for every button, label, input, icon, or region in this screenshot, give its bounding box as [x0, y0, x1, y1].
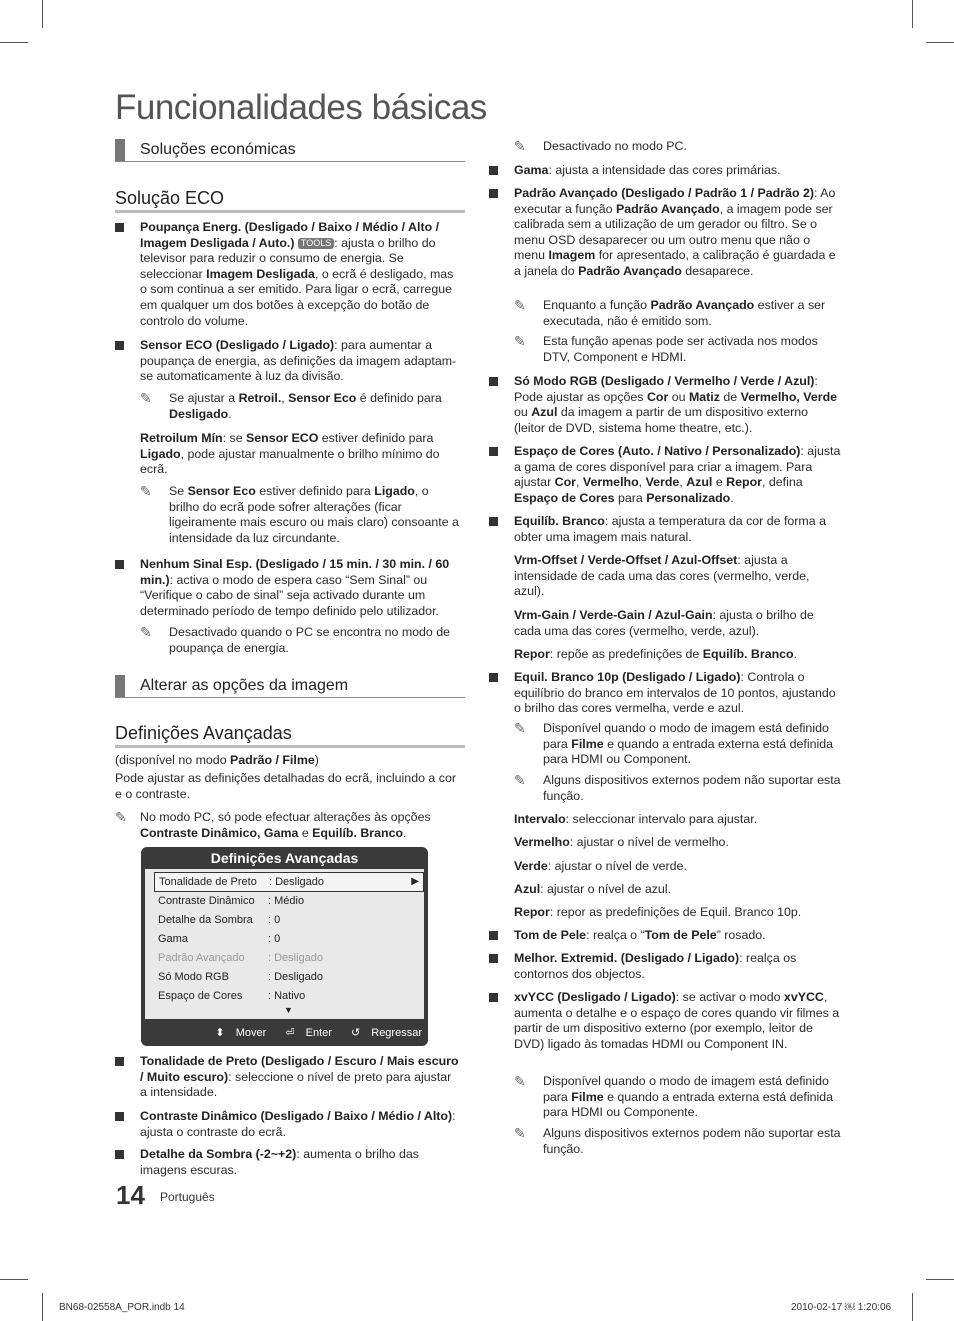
- list-item-melhor: Melhor. Extremid. (Desligado / Ligado): realça os contornos dos objectos.: [489, 951, 841, 982]
- return-icon: ↺: [350, 1027, 361, 1039]
- offset-paragraph: Vrm-Offset / Verde-Offset / Azul-Offset: ajusta a intensidade de cada uma das cores (vermelho, verde, azul).: [514, 553, 810, 599]
- list-item-nenhum-sinal: Nenhum Sinal Esp. (Desligado / 15 min. / 30 min. / 60 min.): activa o modo de espera caso “Sem Sinal” ou “Verifique o cabo de sinal” seja activado durante um determinado período de tempo definido pelo utilizador.: [115, 557, 460, 619]
- bullet-square: [115, 560, 124, 569]
- note-padrao-2: ✎ Esta função apenas pode ser activada nos modos DTV, Component e HDMI.: [514, 333, 818, 364]
- pencil-icon: ✎: [514, 297, 526, 313]
- bullet-square: [489, 447, 498, 456]
- list-item-padrao: Padrão Avançado (Desligado / Padrão 1 / Padrão 2): Ao executar a função Padrão Avançado, a imagem pode ser calibrada sem a utilização de um gerador ou filtro. Se o menu OSD desaparecer ou um outro menu que não o menu Imagem for apresentado, a calibração é guardada e a janela do Padrão Avançado desaparece.: [489, 186, 841, 280]
- page-language: Português: [160, 1190, 215, 1204]
- pencil-icon: ✎: [140, 390, 152, 406]
- bullet-square: [115, 341, 124, 350]
- crop-mark: [912, 0, 913, 28]
- note-nenhum-sinal: ✎ Desactivado quando o PC se encontra no modo de poupança de energia.: [140, 624, 451, 655]
- list-item-contraste: Contraste Dinâmico (Desligado / Baixo / Médio / Alto): ajusta o contraste do ecrã.: [115, 1109, 460, 1140]
- subheading-solucao-eco: Solução ECO: [115, 187, 465, 213]
- osd-row-gama[interactable]: Gama : 0: [158, 933, 281, 945]
- osd-panel: [145, 869, 424, 1019]
- list-item-poupanca: Poupança Energ. (Desligado / Baixo / Médio / Alto / Imagem Desligada / Auto.) TOOLS : ajusta o brilho do televisor para reduzir o consumo de energia. Se seleccionar Imagem Desligada, o ecrã é desligado, mas o som continua a ser emitido. Para ligar o ecrã, carregue em qualquer um dos botões à excepção do botão de controlo do volume.: [115, 220, 460, 329]
- repor-paragraph: Repor: repõe as predefinições de Equilíb. Branco.: [514, 647, 798, 661]
- crop-mark: [0, 1279, 28, 1280]
- bullet-square: [115, 1150, 124, 1159]
- pencil-icon: ✎: [514, 1073, 526, 1089]
- note-retroilum: ✎ Se Sensor Eco estiver definido para Ligado, o brilho do ecrã pode sofrer alterações (ficar ligeiramente mais escuro ou mais claro) consoante a intensidade da luz circundante.: [140, 483, 459, 545]
- section-header-imagem: [115, 675, 465, 698]
- osd-row-tonalidade[interactable]: Tonalidade de Preto : Desligado ▶: [154, 872, 424, 892]
- pencil-icon: ✎: [514, 333, 526, 349]
- crop-mark: [926, 1279, 954, 1280]
- osd-row-contraste[interactable]: Contraste Dinâmico : Médio: [158, 895, 305, 907]
- osd-menu: [141, 847, 428, 1046]
- pencil-icon: ✎: [140, 483, 152, 499]
- osd-row-padrao: Padrão Avançado : Desligado: [158, 952, 324, 964]
- gain-paragraph: Vrm-Gain / Verde-Gain / Azul-Gain: ajusta o brilho de cada uma das cores (vermelho, verde, azul).: [514, 608, 814, 638]
- osd-footer: [199, 1026, 422, 1040]
- note-equil-1: ✎ Disponível quando o modo de imagem está definido para Filme e quando a entrada externa está definida para HDMI ou Component.: [514, 720, 834, 767]
- note-pc-off: ✎ Desactivado no modo PC.: [514, 138, 687, 154]
- crop-mark: [0, 42, 28, 43]
- crop-mark: [42, 0, 43, 28]
- bullet-square: [489, 993, 498, 1002]
- pencil-icon: ✎: [140, 624, 152, 640]
- tools-icon: TOOLS: [298, 238, 334, 249]
- intervalo-paragraph: Intervalo: seleccionar intervalo para ajustar.: [514, 812, 758, 826]
- note-xvycc-2: ✎ Alguns dispositivos externos podem não suportar esta função.: [514, 1125, 841, 1156]
- bullet-square: [489, 189, 498, 198]
- section-title: Alterar as opções da imagem: [140, 677, 349, 694]
- note-padrao-1: ✎ Enquanto a função Padrão Avançado estiver a ser executada, não é emitido som.: [514, 297, 826, 328]
- osd-title: Definições Avançadas: [210, 850, 359, 866]
- list-item-tom-pele: Tom de Pele: realça o “Tom de Pele” rosado.: [489, 928, 841, 944]
- section-bar: [115, 675, 125, 697]
- pencil-icon: ✎: [514, 138, 526, 154]
- subheading-definicoes-avancadas: Definições Avançadas: [115, 722, 465, 748]
- note-xvycc-1: ✎ Disponível quando o modo de imagem está definido para Filme e quando a entrada externa está definida para HDMI ou Componente.: [514, 1073, 834, 1120]
- bullet-square: [115, 1112, 124, 1121]
- bullet-square: [489, 517, 498, 526]
- list-item-rgb: Só Modo RGB (Desligado / Vermelho / Verde / Azul): Pode ajustar as opções Cor ou Matiz de Vermelho, Verde ou Azul da imagem a partir de um dispositivo externo (leitor de DVD, sistema home theatre, etc.).: [489, 374, 841, 436]
- pencil-icon: ✎: [115, 809, 127, 825]
- section-title: Soluções económicas: [140, 141, 296, 158]
- crop-mark: [912, 1293, 913, 1321]
- list-item-equilib: Equilíb. Branco: ajusta a temperatura da cor de forma a obter uma imagem mais natural.: [489, 514, 841, 545]
- bullet-square: [489, 673, 498, 682]
- list-item-xvycc: xvYCC (Desligado / Ligado): se activar o modo xvYCC, aumenta o detalhe e o espaço de cores quando vir filmes a partir de um dispositivo externo (por exemplo, leitor de DVD) ligado às tomadas HDMI ou Component IN.: [489, 990, 841, 1052]
- list-item-gama: Gama: ajusta a intensidade das cores primárias.: [489, 163, 841, 179]
- footer-timestamp: 2010-02-17 ￼ 1:20:06: [791, 1302, 892, 1313]
- list-item-detalhe: Detalhe da Sombra (-2~+2): aumenta o brilho das imagens escuras.: [115, 1147, 460, 1178]
- footer-file: BN68-02558A_POR.indb 14: [59, 1302, 185, 1313]
- osd-row-detalhe[interactable]: Detalhe da Sombra : 0: [158, 914, 281, 926]
- note-equil-2: ✎ Alguns dispositivos externos podem não suportar esta função.: [514, 772, 841, 803]
- enter-icon: ⏎: [285, 1027, 295, 1039]
- note-modo-pc: ✎ No modo PC, só pode efectuar alterações às opções Contraste Dinâmico, Gama e Equilíb. Branco.: [115, 809, 431, 840]
- osd-row-espaco[interactable]: Espaço de Cores : Nativo: [158, 990, 306, 1002]
- verde-paragraph: Verde: ajustar o nível de verde.: [514, 859, 687, 873]
- page-number: 14: [116, 1180, 145, 1210]
- bullet-square: [115, 223, 124, 232]
- retroilum-paragraph: Retroilum Mín: se Sensor ECO estiver definido para Ligado, pode ajustar manualmente o brilho mínimo do ecrã.: [140, 431, 440, 477]
- list-item-sensor-eco: Sensor ECO (Desligado / Ligado): para aumentar a poupança de energia, as definições da imagem adaptam-se automaticamente à luz da divisão.: [115, 338, 460, 385]
- arrow-right-icon: ▶: [411, 876, 419, 887]
- intro-text: Pode ajustar as definições detalhadas do ecrã, incluindo a cor e o contraste.: [115, 771, 456, 801]
- return-hint: ↺ Regressar: [350, 1027, 422, 1039]
- bullet-square: [489, 931, 498, 940]
- repor-10p-paragraph: Repor: repor as predefinições de Equil. Branco 10p.: [514, 905, 802, 919]
- list-item-tonalidade: Tonalidade de Preto (Desligado / Escuro / Mais escuro / Muito escuro): seleccione o nível de preto para ajustar a intensidade.: [115, 1054, 460, 1101]
- enter-hint: ⏎ Enter: [285, 1027, 332, 1039]
- crop-mark: [926, 42, 954, 43]
- section-header-economicas: [115, 139, 465, 162]
- vermelho-paragraph: Vermelho: ajustar o nível de vermelho.: [514, 835, 729, 849]
- arrow-down-icon: ▼: [284, 1005, 293, 1015]
- bullet-square: [489, 377, 498, 386]
- crop-mark: [42, 1293, 43, 1321]
- azul-paragraph: Azul: ajustar o nível de azul.: [514, 882, 672, 896]
- osd-row-rgb[interactable]: Só Modo RGB : Desligado: [158, 971, 324, 983]
- availability-text: (disponível no modo Padrão / Filme): [115, 753, 319, 767]
- updown-icon: ⬍: [215, 1027, 225, 1039]
- bullet-square: [115, 1057, 124, 1066]
- move-hint: ⬍ Mover: [215, 1027, 267, 1039]
- pencil-icon: ✎: [514, 1125, 526, 1141]
- bullet-square: [489, 954, 498, 963]
- note-sensor: ✎ Se ajustar a Retroil., Sensor Eco é definido para Desligado.: [140, 390, 442, 421]
- list-item-espaco: Espaço de Cores (Auto. / Nativo / Personalizado): ajusta a gama de cores disponível para criar a imagem. Para ajustar Cor, Vermelho, Verde, Azul e Repor, defina Espaço de Cores para Personalizado.: [489, 444, 841, 506]
- bullet-square: [489, 166, 498, 175]
- pencil-icon: ✎: [514, 772, 526, 788]
- list-item-equil-10p: Equil. Branco 10p (Desligado / Ligado): Controla o equilíbrio do branco em intervalos de 10 pontos, ajustando o brilho das cores vermelha, verde e azul.: [489, 670, 841, 717]
- section-bar: [115, 139, 125, 161]
- page-title: Funcionalidades básicas: [115, 88, 487, 127]
- pencil-icon: ✎: [514, 720, 526, 736]
